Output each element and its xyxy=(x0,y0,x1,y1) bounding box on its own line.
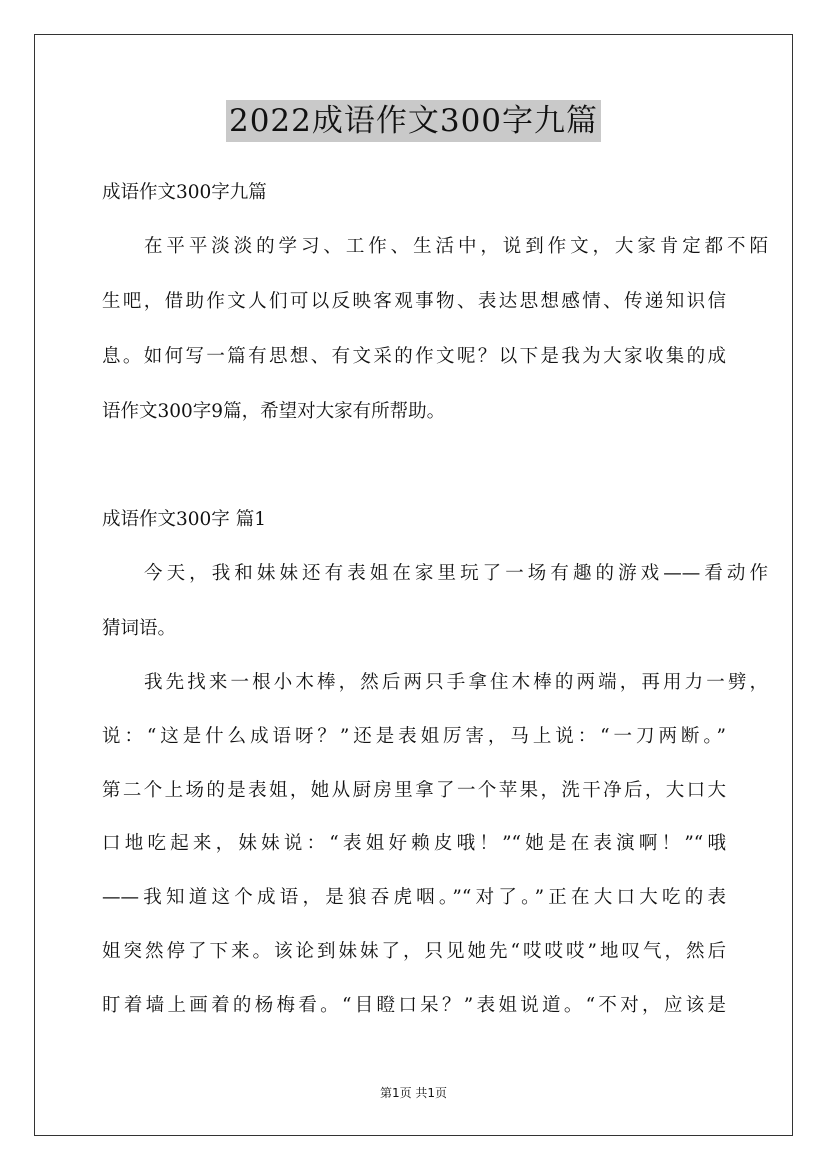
title-block xyxy=(0,100,827,142)
paragraph-line: 我先找来一根小木棒，然后两只手拿住木棒的两端，再用力一劈， xyxy=(144,672,768,693)
intro-line: 息。如何写一篇有思想、有文采的作文呢？以下是我为大家收集的成 xyxy=(102,346,726,367)
intro-line: 在平平淡淡的学习、工作、生活中，说到作文，大家肯定都不陌 xyxy=(144,236,768,257)
page-footer xyxy=(0,1085,827,1101)
paragraph-line: 口地吃起来，妹妹说：“表姐好赖皮哦！”“她是在表演啊！”“哦 xyxy=(102,833,726,854)
paragraph-line: 第二个上场的是表姐，她从厨房里拿了一个苹果，洗干净后，大口大 xyxy=(102,780,726,801)
intro-line: 语作文300字9篇，希望对大家有所帮助。 xyxy=(102,401,446,422)
paragraph-line: 猜词语。 xyxy=(102,618,177,639)
paragraph-line: 今天，我和妹妹还有表姐在家里玩了一场有趣的游戏——看动作 xyxy=(144,563,768,584)
document-title: 2022成语作文300字九篇 xyxy=(226,100,601,142)
paragraph-line: 说：“这是什么成语呀？”还是表姐厉害，马上说：“一刀两断。” xyxy=(102,726,726,747)
page-number: 第1页 共1页 xyxy=(379,1086,448,1100)
subtitle: 成语作文300字九篇 xyxy=(102,182,267,203)
paragraph-line: ——我知道这个成语，是狼吞虎咽。”“对了。”正在大口大吃的表 xyxy=(102,887,726,908)
section-heading: 成语作文300字 篇1 xyxy=(102,509,266,530)
paragraph-line: 盯着墙上画着的杨梅看。“目瞪口呆？”表姐说道。“不对，应该是 xyxy=(102,995,726,1016)
intro-line: 生吧，借助作文人们可以反映客观事物、表达思想感情、传递知识信 xyxy=(102,291,726,312)
paragraph-line: 姐突然停了下来。该论到妹妹了，只见她先“哎哎哎”地叹气，然后 xyxy=(102,941,726,962)
